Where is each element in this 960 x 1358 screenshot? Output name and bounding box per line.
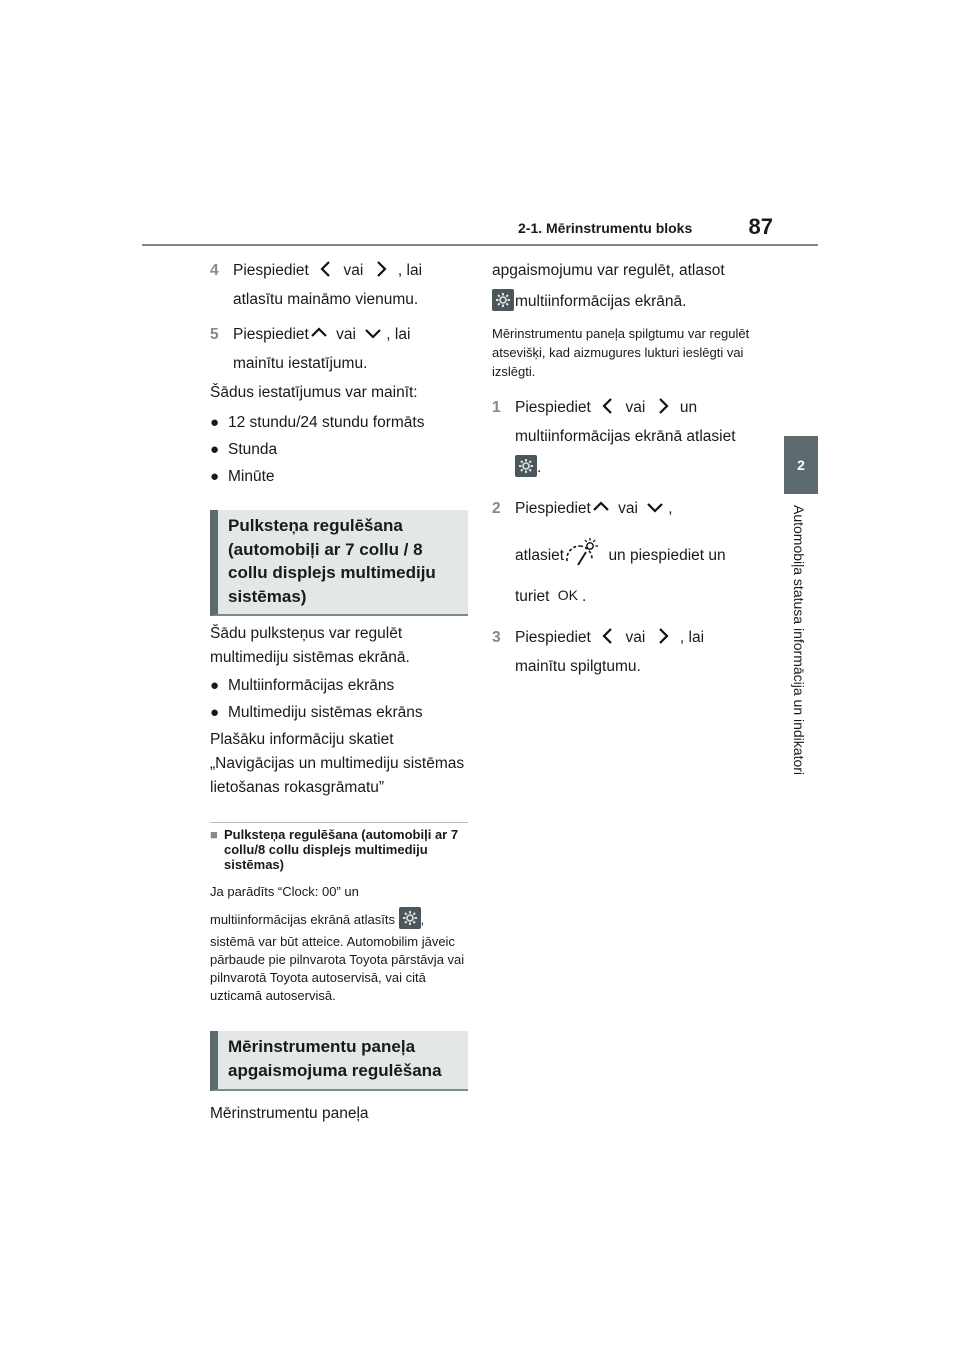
step-number: 5 [210, 326, 219, 343]
step-1 [492, 393, 762, 482]
step-text: Piespiediet [233, 262, 309, 279]
note-text: multiinformācijas ekrānā atlasīts [210, 912, 395, 927]
list-item: ● Multiinformācijas ekrāns [210, 672, 468, 699]
chevron-down-icon [646, 498, 664, 516]
note-text: , [420, 912, 425, 927]
note-body: sistēmā var būt atteice. Automobilim jāveic pārbaude pie pilnvarota Toyota pārstāvja vai pilnvarotā Toyota autoservisā, vai citā uzticamā autoservisā. [210, 934, 465, 1003]
page-number: 87 [748, 214, 773, 239]
step-text: atlasītu maināmo vienumu. [233, 291, 419, 308]
chevron-down-icon [364, 324, 382, 342]
chevron-up-icon [310, 324, 328, 342]
step-5 [210, 320, 468, 378]
settings-gear-icon [515, 455, 537, 477]
clocks-intro: Šādu pulksteņus var regulēt multimediju sistēmas ekrānā. [210, 625, 410, 666]
page-header [142, 214, 818, 246]
step-text: , lai [679, 629, 705, 646]
chevron-up-icon [592, 498, 610, 516]
chevron-right-icon [654, 397, 672, 415]
panel-text-start: Mērinstrumentu paneļa [210, 1105, 369, 1122]
step-number: 4 [210, 262, 219, 279]
step-4 [210, 256, 468, 314]
step-3 [492, 623, 762, 681]
note-heading: ■ Pulksteņa regulēšana (automobiļi ar 7 collu/8 collu displejs multimediju sistēmas) [210, 822, 468, 872]
list-item: ● Stunda [210, 436, 468, 463]
left-column [210, 256, 468, 1128]
settings-intro: Šādus iestatījumus var mainīt: [210, 384, 418, 401]
step-text: . [582, 588, 587, 605]
settings-gear-icon [399, 907, 421, 929]
step-text: un [679, 399, 698, 416]
panel-text: multiinformācijas ekrānā. [515, 293, 687, 310]
section-heading-panel-lighting: Mērinstrumentu paneļa apgaismojuma regulēšana [210, 1031, 468, 1091]
step-number: 2 [492, 500, 501, 517]
list-item-text: Multimediju sistēmas ekrāns [228, 704, 423, 721]
chevron-left-icon [317, 260, 335, 278]
note-line: Ja parādīts “Clock: 00” un [210, 884, 359, 899]
chapter-title-vertical [768, 505, 828, 805]
right-column [492, 256, 762, 681]
step-text: Piespiediet [515, 399, 591, 416]
step-text: turiet [515, 588, 550, 605]
panel-text-cont: apgaismojumu var regulēt, atlasot [492, 262, 725, 279]
chevron-left-icon [599, 397, 617, 415]
chevron-right-icon [654, 627, 672, 645]
list-item-text: Stunda [228, 441, 278, 458]
step-text: vai [618, 500, 638, 517]
list-item-text: 12 stundu/24 stundu formāts [228, 414, 425, 431]
step-number: 1 [492, 399, 501, 416]
step-text: vai [625, 629, 646, 646]
step-text: mainītu iestatījumu. [233, 355, 368, 372]
step-text: , [668, 500, 673, 517]
step-text: atlasiet [515, 547, 565, 564]
list-item-text: Multiinformācijas ekrāns [228, 677, 395, 694]
step-text: Piespiediet [515, 500, 591, 517]
panel-brightness-icon [564, 537, 602, 569]
chapter-tab: 2 [784, 436, 818, 494]
ok-button-label: OK [557, 587, 579, 603]
step-text: , lai [386, 326, 411, 343]
chevron-left-icon [599, 627, 617, 645]
note-heading-text: Pulksteņa regulēšana (automobiļi ar 7 collu/8 collu displejs multimediju sistēmas) [224, 827, 459, 872]
list-item: ● Multimediju sistēmas ekrāns [210, 699, 468, 726]
step-text: . [537, 459, 542, 476]
step-text: vai [625, 399, 646, 416]
step-text: Piespiediet [233, 326, 309, 343]
step-text: multiinformācijas ekrānā atlasiet [515, 428, 736, 445]
note-line [210, 907, 468, 929]
list-item: ● Minūte [210, 463, 468, 490]
step-text: un piespiediet un [608, 547, 726, 564]
settings-gear-icon [492, 289, 514, 311]
step-text: , lai [397, 262, 423, 279]
step-text: Piespiediet [515, 629, 591, 646]
chevron-right-icon [372, 260, 390, 278]
list-item: ● 12 stundu/24 stundu formāts [210, 409, 468, 436]
list-item-text: Minūte [228, 468, 275, 485]
brightness-note: Mērinstrumentu paneļa spilgtumu var regulēt atsevišķi, kad aizmugures lukturi ieslēgti vai izslēgti. [492, 326, 750, 379]
step-text: vai [336, 326, 356, 343]
more-info-text: Plašāku informāciju skatiet „Navigācijas un multimediju sistēmas lietošanas rokasgrāmatu” [210, 731, 465, 796]
section-title: 2-1. Mērinstrumentu bloks [518, 220, 693, 236]
section-heading-clock: Pulksteņa regulēšana (automobiļi ar 7 collu / 8 collu displejs multimediju sistēmas) [210, 510, 468, 616]
panel-text-cont-line [492, 287, 762, 316]
step-2 [492, 494, 762, 611]
step-text: mainītu spilgtumu. [515, 658, 641, 675]
chapter-title: Automobiļa statusa informācija un indikatori [791, 505, 807, 776]
step-text: vai [343, 262, 364, 279]
step-number: 3 [492, 629, 501, 646]
